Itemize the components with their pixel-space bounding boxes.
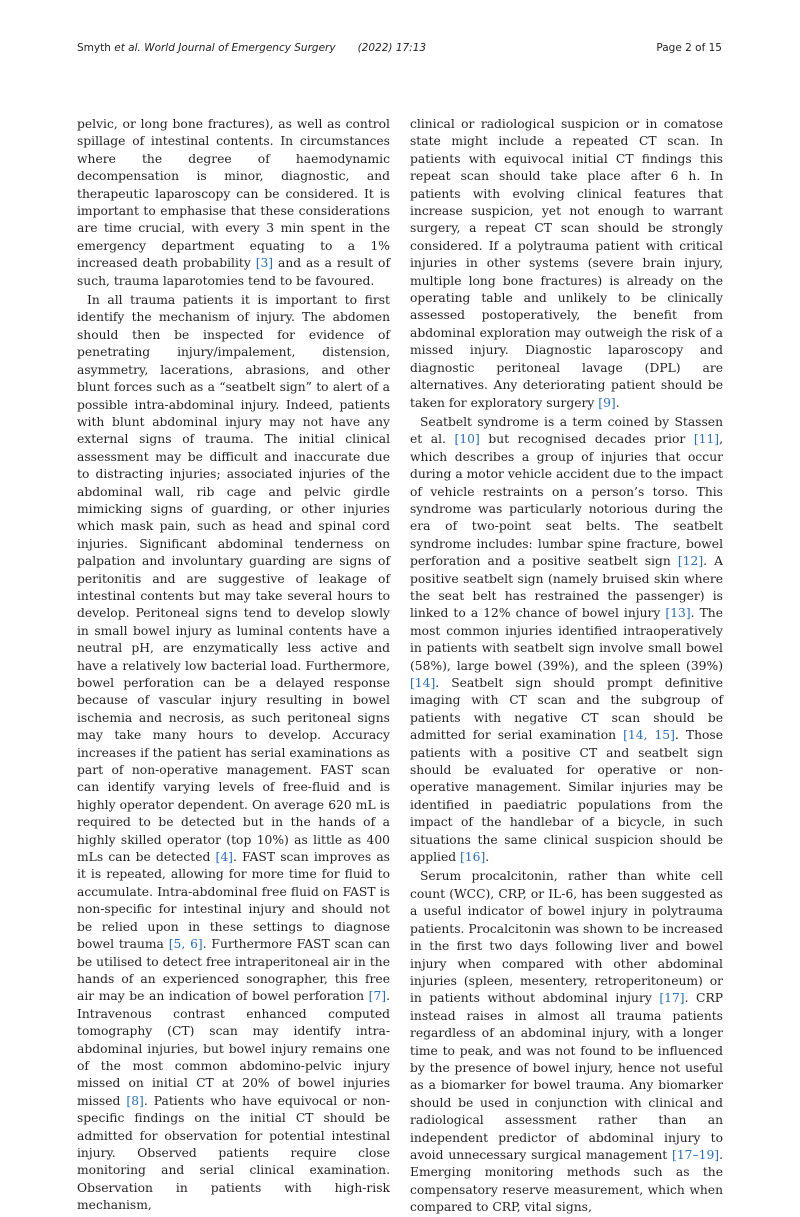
citation-link[interactable]: [13]: [665, 606, 691, 621]
paragraph-text: . CRP instead raises in almost all trauma patients regardless of an abdominal injury, with a longer time to peak, and was not found to be influenced by the presence of bowel injury, hence not useful as a biomarker for bowel trauma. Any biomarker should be used in conjunction with clinical and radiological assessment rather than an independent predictor of abdominal injury to avoid unnecessary surgical management: [410, 991, 723, 1162]
header-author: Smyth: [77, 42, 111, 54]
paragraph-text: but recognised decades prior: [479, 432, 694, 447]
paragraph-text: . A positive seatbelt sign (namely bruised skin where the seat belt has restrained the passenger) is linked to a 12% chance of bowel injury: [410, 554, 723, 621]
citation-link[interactable]: [12]: [677, 554, 704, 569]
paragraph-text: and as a result of such, trauma laparotomies tend to be favoured.: [77, 256, 390, 288]
body-paragraph: [77, 292, 390, 1215]
paragraph-text: .: [615, 395, 620, 410]
header-year: (2022) 17:13: [357, 42, 427, 54]
citation-link[interactable]: [7]: [368, 989, 387, 1004]
citation-link[interactable]: [11]: [693, 432, 720, 447]
body-paragraph: [410, 116, 723, 412]
citation-link[interactable]: [17–19]: [672, 1147, 720, 1162]
paragraph-text: . FAST scan improves as it is repeated, allowing for more time for fluid to accumulate. Intra-abdominal free fluid on FAST is non-specific for intestinal injury and should not be relied upon in these settings to diagnose bowel trauma: [77, 850, 390, 952]
citation-link[interactable]: [4]: [215, 850, 233, 865]
paragraph-text: , which describes a group of injuries that occur during a motor vehicle accident due to the impact of vehicle restraints on a person’s torso. This syndrome was particularly notorious during the era of two-point seat belts. The seatbelt syndrome includes: lumbar spine fracture, bowel perforation and a positive seatbelt sign: [410, 432, 723, 569]
citation-link[interactable]: [14, 15]: [623, 728, 675, 743]
citation-link[interactable]: [14]: [410, 676, 436, 690]
paragraph-text: . Patients who have equivocal or non-specific findings on the initial CT should be admitted for observation for potential intestinal injury. Observed patients require close monitoring and serial clinical examination. Observation in patients with high-risk mechanism,: [77, 1093, 390, 1213]
paragraph-text: Serum procalcitonin, rather than white cell count (WCC), CRP, or IL-6, has been suggested as a useful indicator of bowel injury in polytrauma patients. Procalcitonin was shown to be increased in the first two days following liver and bowel injury when compared with other abdominal injuries (spleen, mesentery, retroperitoneum) or in patients without abdominal injury: [410, 869, 723, 1006]
paragraph-text: . The most common injuries identified intraoperatively in patients with seatbelt sign involve small bowel (58%), large bowel (39%), and the spleen (39%): [410, 606, 723, 673]
body-paragraph: [410, 414, 723, 867]
paragraph-text: . Furthermore FAST scan can be utilised to detect free intraperitoneal air in the hands of an experienced sonographer, this free air may be an indication of bowel perforation: [77, 937, 390, 1004]
citation-link[interactable]: [9]: [598, 395, 616, 410]
paragraph-text: .: [485, 850, 490, 865]
paragraph-text: Seatbelt syndrome is a term coined by Stassen et al.: [410, 414, 723, 447]
paragraph-text: . Those patients with a positive CT and seatbelt sign should be evaluated for operative or non-operative management. Similar injuries may be identified in paediatric populations from the impact of the handlebar of a bicycle, in such situations the same clinical suspicion should be applied: [410, 728, 723, 865]
page-number: Page 2 of 15: [656, 42, 722, 54]
header-journal: World Journal of Emergency Surgery: [144, 42, 336, 54]
citation-link[interactable]: [8]: [126, 1093, 144, 1108]
paragraph-text: . Seatbelt sign should prompt definitive imaging with CT scan and the subgroup of patients with negative CT scan should be admitted for serial examination: [410, 676, 723, 743]
citation-link[interactable]: [3]: [255, 256, 274, 271]
body-paragraph: [77, 116, 390, 290]
running-header: [77, 42, 722, 58]
paragraph-text: . Emerging monitoring methods such as the compensatory reserve measurement, which when compared to CRP, vital signs,: [410, 1147, 723, 1215]
paragraph-text: . Intravenous contrast enhanced computed tomography (CT) scan may identify intra-abdominal injuries, but bowel injury remains one of the most common abdomino-pelvic injury missed on initial CT at 20% of bowel injuries missed: [77, 989, 390, 1108]
left-column: [77, 116, 390, 1215]
body-paragraph: [410, 868, 723, 1216]
paragraph-text: clinical or radiological suspicion or in comatose state might include a repeated CT scan. In patients with equivocal initial CT findings this repeat scan should take place after 6 h. In patients with evolving clinical features that increase suspicion, yet not enough to warrant surgery, a repeat CT scan should be strongly considered. If a polytrauma patient with critical injuries in other systems (severe brain injury, multiple long bone fractures) is already on the operating table and unlikely to be clinically assessed postoperatively, the benefit from abdominal exploration may outweigh the risk of a missed injury. Diagnostic laparoscopy and diagnostic peritoneal lavage (DPL) are alternatives. Any deteriorating patient should be taken for exploratory surgery: [410, 117, 723, 410]
citation-header: [77, 42, 426, 54]
paragraph-text: In all trauma patients it is important to first identify the mechanism of injury. The abdomen should then be inspected for evidence of penetrating injury/impalement, distension, asymmetry, lacerations, abrasions, and other blunt forces such as a “seatbelt sign” to alert of a possible intra-abdominal injury. Indeed, patients with blunt abdominal injury may not have any external signs of trauma. The initial clinical assessment may be difficult and inaccurate due to distracting injuries; associated injuries of the abdominal wall, rib cage and pelvic girdle mimicking signs of guarding, or other injuries which mask pain, such as head and spinal cord injuries. Significant abdominal tenderness on palpation and involuntary guarding are signs of peritonitis and are suggestive of leakage of intestinal contents but may take several hours to develop. Peritoneal signs tend to develop slowly in small bowel injury as luminal contents have a neutral pH, are enzymatically less active and have a relatively low bacterial load. Furthermore, bowel perforation can be a delayed response because of vascular injury resulting in bowel ischemia and necrosis, as such peritoneal signs may take many hours to develop. Accuracy increases if the patient has serial examinations as part of non-operative management. FAST scan can identify varying levels of free-fluid and is highly operator dependent. On average 620 mL is required to be detected but in the hands of a highly skilled operator (top 10%) as little as 400 mLs can be detected: [77, 293, 390, 865]
citation-link[interactable]: [5, 6]: [168, 937, 203, 952]
citation-link[interactable]: [17]: [659, 991, 685, 1006]
citation-link[interactable]: [10]: [454, 432, 480, 447]
right-column: [410, 116, 723, 1217]
citation-link[interactable]: [16]: [460, 850, 486, 865]
paragraph-text: pelvic, or long bone fractures), as well as control spillage of intestinal contents. In circumstances where the degree of haemodynamic decompensation is minor, diagnostic, and therapeutic laparoscopy can be considered. It is important to emphasise that these considerations are time crucial, with every 3 min spent in the emergency department equating to a 1% increased death probability: [77, 117, 390, 271]
header-et-al: et al.: [114, 42, 141, 54]
